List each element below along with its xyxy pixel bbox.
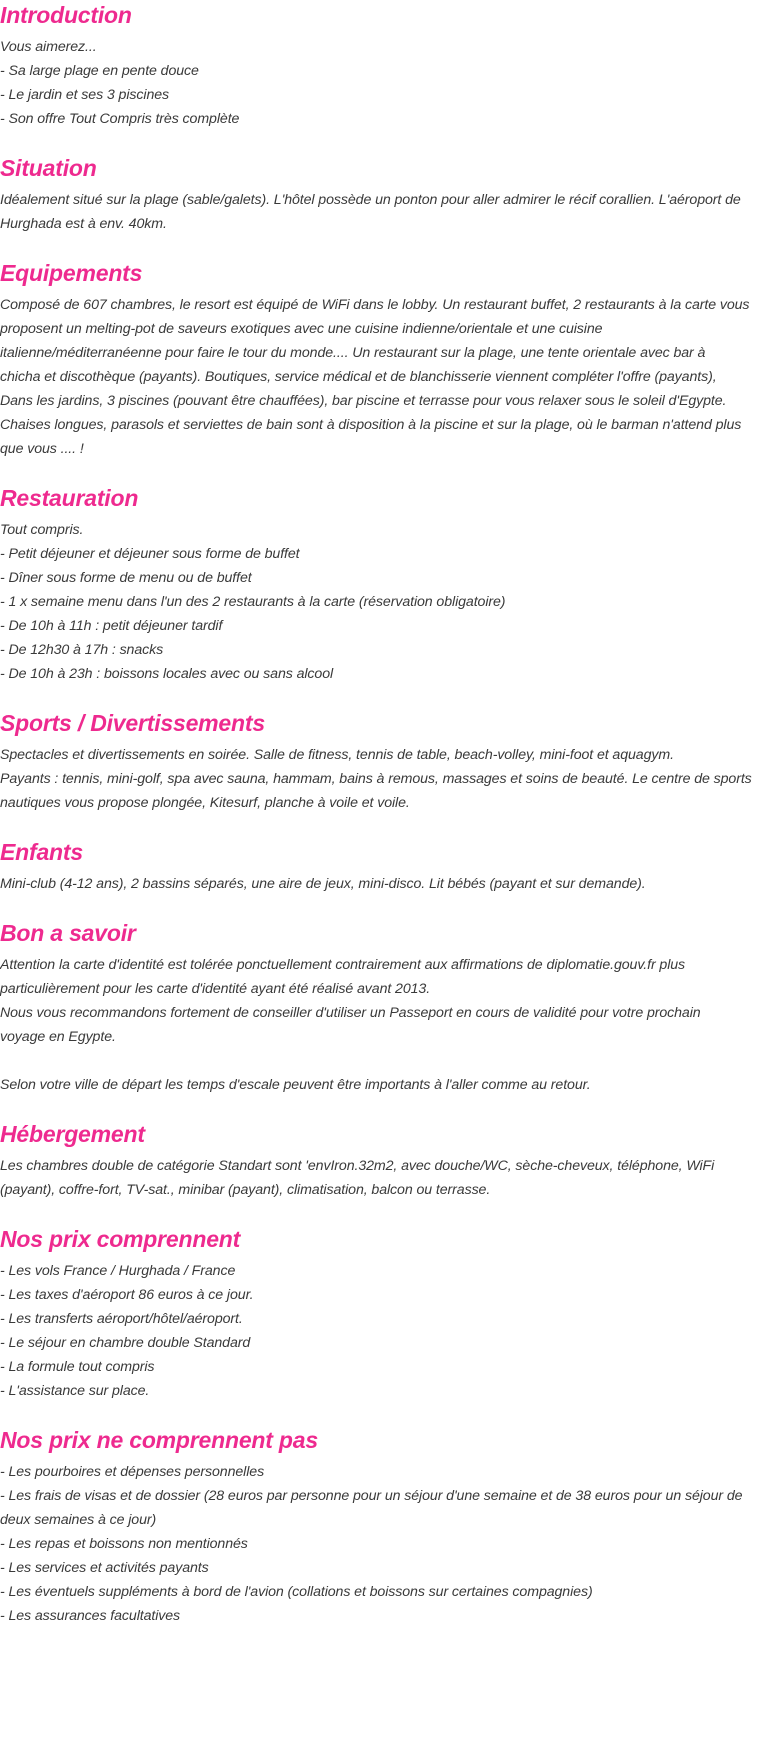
text-line: - Les frais de visas et de dossier (28 euros par personne pour un séjour d'une semaine et de 38 euros pour un séjour de (0, 1488, 743, 1504)
section-title: Nos prix ne comprennent pas (0, 1427, 318, 1453)
text-line: - Sa large plage en pente douce (0, 63, 199, 79)
text-line: Dans les jardins, 3 piscines (pouvant être chauffées), bar piscine et terrasse pour vous relaxer sous le soleil d'Egypte. (0, 393, 727, 409)
text-line: Mini-club (4-12 ans), 2 bassins séparés, une aire de jeux, mini-disco. Lit bébés (payant et sur demande). (0, 876, 646, 892)
section-title: Sports / Divertissements (0, 710, 265, 736)
section-2 (0, 258, 758, 483)
section-body (0, 743, 758, 815)
section-body (0, 188, 758, 236)
section-title: Nos prix comprennent (0, 1226, 241, 1252)
text-line: Vous aimerez... (0, 39, 97, 55)
section-3 (0, 483, 758, 708)
text-line: Nous vous recommandons fortement de conseiller d'utiliser un Passeport en cours de validité pour votre prochain (0, 1005, 701, 1021)
text-line: - De 10h à 11h : petit déjeuner tardif (0, 618, 223, 634)
text-line: Attention la carte d'identité est tolérée ponctuellement contrairement aux affirmations de diplomatie.gouv.fr plus (0, 957, 686, 973)
section-1 (0, 153, 758, 258)
text-line: (payant), coffre-fort, TV-sat., minibar (payant), climatisation, balcon ou terrasse. (0, 1182, 491, 1198)
section-body (0, 953, 758, 1097)
section-spacer (0, 461, 758, 483)
section-title: Hébergement (0, 1121, 145, 1147)
section-spacer (0, 236, 758, 258)
text-line: particulièrement pour les carte d'identité ayant été réalisé avant 2013. (0, 981, 431, 997)
section-body (0, 872, 758, 896)
text-line: italienne/méditerranéenne pour faire le tour du monde.... Un restaurant sur la plage, une tente orientale avec bar à (0, 345, 706, 361)
section-7 (0, 1119, 758, 1224)
section-5 (0, 837, 758, 918)
text-line: - Les assurances facultatives (0, 1608, 181, 1624)
text-line: - Petit déjeuner et déjeuner sous forme de buffet (0, 546, 300, 562)
section-spacer (0, 131, 758, 153)
section-body (0, 518, 758, 686)
section-body (0, 1460, 758, 1628)
text-line: Spectacles et divertissements en soirée. Salle de fitness, tennis de table, beach-volley, mini-foot et aquagym. (0, 747, 674, 763)
section-spacer (0, 815, 758, 837)
section-title: Equipements (0, 260, 143, 286)
text-line (0, 1049, 758, 1073)
text-line: chicha et discothèque (payants). Boutiques, service médical et de blanchisserie viennent compléter l'offre (payants), (0, 369, 717, 385)
text-line: - De 10h à 23h : boissons locales avec ou sans alcool (0, 666, 334, 682)
text-line: proposent un melting-pot de saveurs exotiques avec une cuisine indienne/orientale et une cuisine (0, 321, 603, 337)
section-spacer (0, 1097, 758, 1119)
section-title: Restauration (0, 485, 139, 511)
section-spacer (0, 1403, 758, 1425)
text-line: - L'assistance sur place. (0, 1383, 150, 1399)
section-9 (0, 1425, 758, 1628)
text-line: Tout compris. (0, 522, 84, 538)
text-line: - Les services et activités payants (0, 1560, 209, 1576)
section-4 (0, 708, 758, 837)
text-line: Payants : tennis, mini-golf, spa avec sauna, hammam, bains à remous, massages et soins de beauté. Le centre de sports (0, 771, 752, 787)
text-line: Hurghada est à env. 40km. (0, 216, 167, 232)
text-line: - Son offre Tout Compris très complète (0, 111, 240, 127)
text-line: - Les taxes d'aéroport 86 euros à ce jour. (0, 1287, 254, 1303)
text-line: nautiques vous propose plongée, Kitesurf, planche à voile et voile. (0, 795, 410, 811)
text-line: - Les vols France / Hurghada / France (0, 1263, 236, 1279)
section-6 (0, 918, 758, 1119)
text-line: Selon votre ville de départ les temps d'escale peuvent être importants à l'aller comme au retour. (0, 1077, 591, 1093)
text-line: voyage en Egypte. (0, 1029, 116, 1045)
section-0 (0, 0, 758, 153)
section-body (0, 1259, 758, 1403)
section-spacer (0, 896, 758, 918)
section-spacer (0, 686, 758, 708)
text-line: Chaises longues, parasols et serviettes de bain sont à disposition à la piscine et sur la plage, où le barman n'attend plus (0, 417, 742, 433)
section-title: Introduction (0, 2, 132, 28)
text-line: - De 12h30 à 17h : snacks (0, 642, 164, 658)
text-line: deux semaines à ce jour) (0, 1512, 157, 1528)
text-line: - Les éventuels suppléments à bord de l'avion (collations et boissons sur certaines compagnies) (0, 1584, 593, 1600)
text-line: Idéalement situé sur la plage (sable/galets). L'hôtel possède un ponton pour aller admirer le récif corallien. L'aéroport de (0, 192, 741, 208)
text-line: - Le jardin et ses 3 piscines (0, 87, 170, 103)
section-title: Situation (0, 155, 97, 181)
text-line: - La formule tout compris (0, 1359, 155, 1375)
text-line: Les chambres double de catégorie Standart sont 'envIron.32m2, avec douche/WC, sèche-cheveux, téléphone, WiFi (0, 1158, 715, 1174)
section-body (0, 1154, 758, 1202)
section-body (0, 35, 758, 131)
section-8 (0, 1224, 758, 1425)
text-line: - Les repas et boissons non mentionnés (0, 1536, 248, 1552)
section-body (0, 293, 758, 461)
text-line: - Dîner sous forme de menu ou de buffet (0, 570, 252, 586)
section-spacer (0, 1202, 758, 1224)
text-line: que vous .... ! (0, 441, 84, 457)
text-line: Composé de 607 chambres, le resort est équipé de WiFi dans le lobby. Un restaurant buffet, 2 restaurants à la carte vous (0, 297, 750, 313)
section-title: Bon a savoir (0, 920, 136, 946)
text-line: - Les transferts aéroport/hôtel/aéroport. (0, 1311, 243, 1327)
text-line: - Les pourboires et dépenses personnelles (0, 1464, 265, 1480)
text-line: - 1 x semaine menu dans l'un des 2 restaurants à la carte (réservation obligatoire) (0, 594, 506, 610)
text-line: - Le séjour en chambre double Standard (0, 1335, 251, 1351)
section-title: Enfants (0, 839, 83, 865)
